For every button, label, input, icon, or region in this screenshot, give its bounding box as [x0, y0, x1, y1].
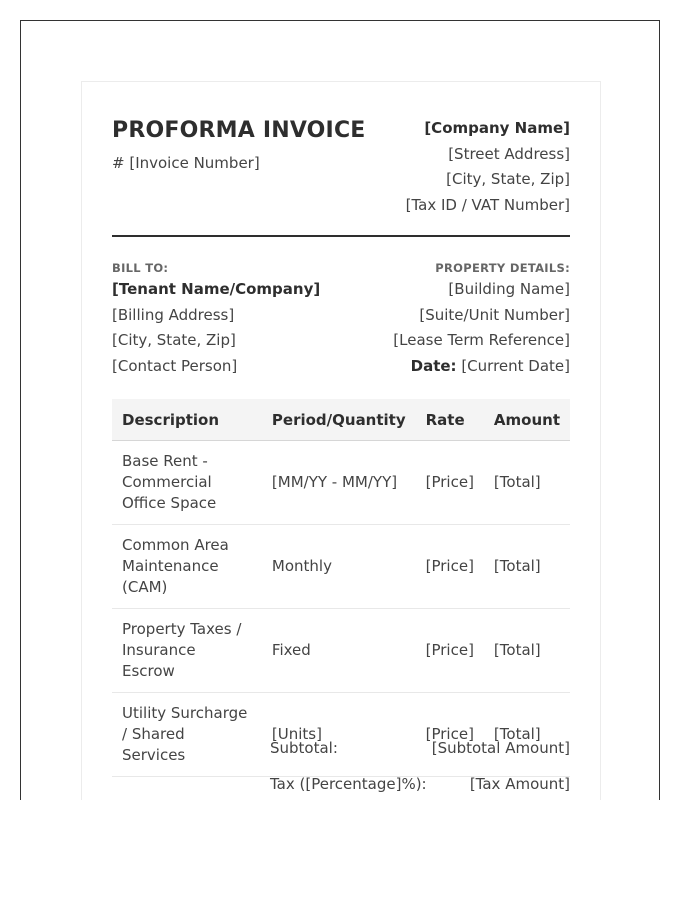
invoice-number: # [Invoice Number] — [112, 154, 260, 172]
property-details-label: PROPERTY DETAILS: — [435, 261, 570, 275]
header-amount: Amount — [484, 399, 570, 441]
row-period: [Units] — [262, 693, 416, 777]
bill-to-block — [112, 260, 320, 379]
row-rate: [Price] — [416, 609, 484, 693]
subtotal-value: [Subtotal Amount] — [431, 739, 570, 757]
billing-info — [112, 260, 570, 380]
row-rate: [Price] — [416, 693, 484, 777]
header-description: Description — [112, 399, 262, 441]
billing-city-state-zip: [City, State, Zip] — [112, 331, 236, 349]
row-description: Common Area Maintenance (CAM) — [112, 525, 262, 609]
row-rate: [Price] — [416, 441, 484, 525]
row-period: Monthly — [262, 525, 416, 609]
row-description: Utility Surcharge / Shared Services — [112, 693, 262, 777]
row-amount: [Total] — [484, 609, 570, 693]
table-row — [112, 609, 570, 693]
row-amount: [Total] — [484, 693, 570, 777]
company-tax-id: [Tax ID / VAT Number] — [405, 195, 570, 214]
row-period: [MM/YY - MM/YY] — [262, 441, 416, 525]
invoice-header — [112, 82, 570, 236]
company-city-state-zip: [City, State, Zip] — [446, 170, 570, 188]
row-amount: [Total] — [484, 525, 570, 609]
building-name: [Building Name] — [448, 280, 570, 298]
table-row — [112, 441, 570, 525]
billing-address: [Billing Address] — [112, 305, 235, 324]
totals-block — [270, 739, 570, 800]
contact-person: [Contact Person] — [112, 356, 238, 375]
invoice-date — [393, 354, 570, 380]
row-amount: [Total] — [484, 441, 570, 525]
header-period-quantity: Period/Quantity — [262, 399, 416, 441]
bill-to-label: BILL TO: — [112, 261, 169, 275]
row-period: Fixed — [262, 609, 416, 693]
lease-term-reference: [Lease Term Reference] — [393, 331, 570, 349]
row-description: Property Taxes / Insurance Escrow — [112, 609, 262, 693]
subtotal-row — [270, 739, 570, 775]
header-rate: Rate — [416, 399, 484, 441]
table-header-row — [112, 399, 570, 441]
tax-label: Tax ([Percentage]%): — [270, 775, 427, 793]
company-street: [Street Address] — [448, 144, 570, 163]
tenant-name: [Tenant Name/Company] — [112, 280, 321, 298]
property-details-block — [393, 260, 570, 379]
row-description: Base Rent - Commercial Office Space — [112, 441, 262, 525]
table-row — [112, 525, 570, 609]
company-block — [406, 116, 570, 218]
tax-row — [270, 775, 570, 800]
date-label: Date: — [410, 356, 457, 375]
header-divider — [112, 235, 570, 237]
page-frame — [20, 20, 660, 800]
invoice-content — [112, 82, 570, 793]
unit-number: [Suite/Unit Number] — [419, 305, 570, 324]
date-value: [Current Date] — [461, 356, 570, 375]
subtotal-label: Subtotal: — [270, 739, 338, 757]
line-items-table — [112, 399, 570, 777]
tax-value: [Tax Amount] — [469, 775, 570, 793]
invoice-sheet — [81, 81, 601, 800]
company-name: [Company Name] — [424, 119, 570, 137]
row-rate: [Price] — [416, 525, 484, 609]
invoice-title: PROFORMA INVOICE — [112, 118, 366, 143]
